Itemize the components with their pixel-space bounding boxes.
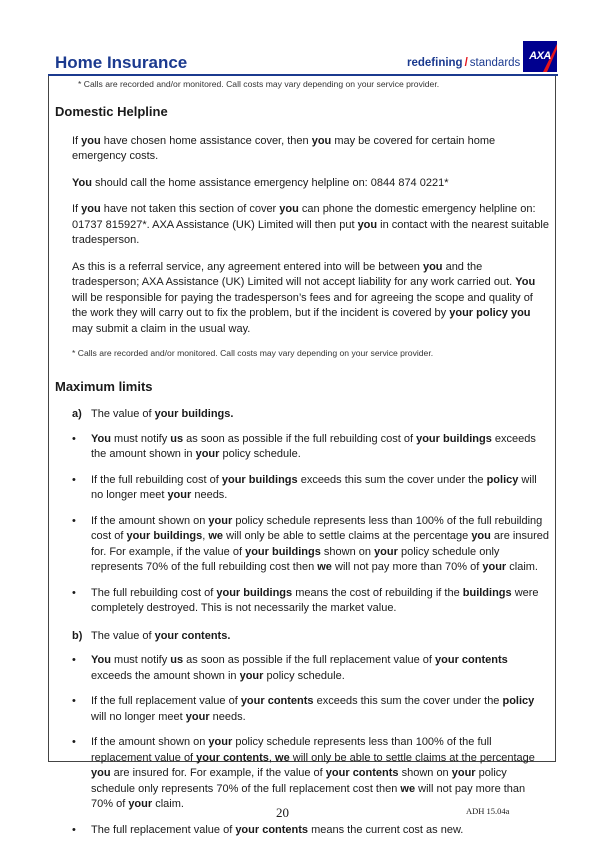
bold-term: your xyxy=(239,669,264,682)
maximum-limits-heading: Maximum limits xyxy=(55,378,153,394)
domestic-paragraph-3 xyxy=(72,202,550,249)
bullet-icon: • xyxy=(72,823,76,836)
text-run: exceeds the amount shown in xyxy=(91,432,536,460)
domestic-paragraph-4 xyxy=(72,260,550,338)
bullet-item xyxy=(72,473,550,504)
bold-term: your xyxy=(195,448,220,460)
bold-term: your buildings xyxy=(216,586,293,599)
bold-term: policy xyxy=(486,473,519,486)
text-run: shown on xyxy=(398,767,452,779)
bold-term: you xyxy=(81,203,101,215)
bold-term: You xyxy=(91,654,111,666)
bullet-icon: • xyxy=(72,586,76,599)
limit-b-text xyxy=(91,629,230,645)
bullet-item xyxy=(72,694,550,725)
text-run: needs. xyxy=(191,489,228,501)
bold-term: your contents xyxy=(235,823,309,836)
bullet-text xyxy=(91,473,550,504)
bullet-icon: • xyxy=(72,654,76,666)
bold-term: your contents xyxy=(240,695,314,707)
bullet-item xyxy=(72,735,550,813)
document-code: ADH 15.04a xyxy=(466,806,510,816)
domestic-paragraph-2 xyxy=(72,176,550,192)
text-run: , xyxy=(268,751,276,764)
text-run: and the tradesperson; AXA Assistance (UK) Limited will not accept liability for any work carried out. xyxy=(72,260,516,288)
bold-term: your xyxy=(208,514,233,527)
text-run: policy schedule represents less than 100% of the full replacement value of xyxy=(91,736,492,764)
main-content xyxy=(55,104,550,838)
text-run: needs. xyxy=(209,710,246,723)
limit-b-label: b) xyxy=(72,629,83,642)
brand-tagline xyxy=(407,57,520,69)
bullet-text xyxy=(91,586,550,617)
bold-term: policy xyxy=(502,695,535,707)
limit-a xyxy=(72,407,550,423)
bullet-text xyxy=(91,432,550,463)
logo-text: AXA xyxy=(529,50,551,62)
text-run: have chosen home assistance cover, then xyxy=(100,134,312,147)
text-run: If the full replacement value of xyxy=(91,695,241,707)
text-run: means the current cost as new. xyxy=(308,823,464,836)
bullet-item xyxy=(72,586,550,617)
text-run: As this is a referral service, any agreement entered into will be between xyxy=(72,260,423,273)
bold-term: you xyxy=(91,767,111,779)
bold-term: your xyxy=(208,736,233,748)
bullet-text xyxy=(91,823,550,839)
bold-term: we xyxy=(317,561,332,573)
bullet-item xyxy=(72,432,550,463)
bold-term: your buildings. xyxy=(154,408,234,420)
text-run: in contact with the nearest suitable tradesperson. xyxy=(72,218,549,246)
text-run: If the full rebuilding cost of xyxy=(91,473,222,486)
text-run: can phone the domestic emergency helpline on: 01737 815927*. AXA Assistance (UK) Limited will then put xyxy=(72,203,536,231)
bold-term: your xyxy=(128,798,153,810)
bold-term: your xyxy=(482,561,507,573)
text-run: If xyxy=(72,134,82,147)
bullet-item xyxy=(72,823,550,839)
text-run: will only be able to settle claims at the percentage xyxy=(223,530,472,542)
bold-term: you xyxy=(357,218,378,231)
text-run: If xyxy=(72,203,82,215)
bullet-item xyxy=(72,514,550,576)
text-run: will no longer meet xyxy=(91,710,186,723)
text-run: policy schedule. xyxy=(219,448,301,460)
bold-term: you xyxy=(422,260,443,273)
text-run: as soon as possible if the full rebuilding cost of xyxy=(183,432,417,445)
bold-term: your buildings xyxy=(221,473,298,486)
bold-term: your contents. xyxy=(154,629,231,642)
text-run: The value of xyxy=(91,408,155,420)
bold-term: your contents xyxy=(435,654,508,666)
text-run: will be responsible for paying the tradesperson’s fees and for agreeing the scope and quality of the work they will carry out to fix the problem, but if the incident is covered by xyxy=(72,291,533,319)
text-run: will no longer meet xyxy=(91,473,537,501)
text-run: have not taken this section of cover xyxy=(100,203,280,215)
text-run: will not pay more than 70% of xyxy=(91,782,526,810)
domestic-call-note: * Calls are recorded and/or monitored. Call costs may vary depending on your service provider. xyxy=(72,348,434,358)
bold-term: your contents xyxy=(325,767,399,779)
top-call-note: * Calls are recorded and/or monitored. Call costs may vary depending on your service provider. xyxy=(78,79,440,89)
domestic-paragraph-1 xyxy=(72,134,550,165)
text-run: exceeds the amount shown in xyxy=(91,669,240,682)
bullet-icon: • xyxy=(72,695,76,707)
bold-term: us xyxy=(170,432,184,445)
bold-term: your buildings xyxy=(245,545,321,558)
text-run: will not pay more than 70% of xyxy=(331,561,483,573)
text-run: policy schedule only represents 70% of the full rebuilding cost then xyxy=(91,545,500,573)
text-run: The full replacement value of xyxy=(91,823,236,836)
text-run: are insured for. For example, if the value of xyxy=(91,530,549,558)
text-run: claim. xyxy=(506,561,538,573)
text-run: If the amount shown on xyxy=(91,736,209,748)
document-title: Home Insurance xyxy=(55,53,188,72)
tagline-slash: / xyxy=(464,57,468,69)
bold-term: your policy you xyxy=(449,307,531,319)
limit-b xyxy=(72,629,550,645)
bold-term: your buildings xyxy=(416,432,492,445)
bold-term: we xyxy=(275,751,290,764)
domestic-helpline-heading: Domestic Helpline xyxy=(55,104,168,119)
bold-term: your buildings xyxy=(126,530,203,542)
bullet-icon: • xyxy=(72,432,76,445)
text-run: exceeds this sum the cover under the xyxy=(297,473,487,486)
text-run: The full rebuilding cost of xyxy=(91,586,217,599)
text-run: are insured for. For example, if the value of xyxy=(110,767,326,779)
bold-term: your xyxy=(167,489,192,501)
text-run: policy schedule. xyxy=(263,669,345,682)
bold-term: your xyxy=(451,767,476,779)
page-number: 20 xyxy=(276,805,289,820)
text-run: may be covered for certain home emergency costs. xyxy=(72,134,496,162)
bullet-icon: • xyxy=(72,514,76,527)
text-run: will only be able to settle claims at the percentage xyxy=(289,751,535,764)
bullet-item xyxy=(72,653,550,684)
bold-term: you xyxy=(311,134,332,147)
text-run: must notify xyxy=(110,432,171,445)
bold-term: we xyxy=(400,782,416,795)
bold-term: buildings xyxy=(462,586,512,599)
bullet-icon: • xyxy=(72,473,76,486)
bold-term: your xyxy=(374,545,398,558)
bullet-text xyxy=(91,514,550,576)
bold-term: you xyxy=(279,203,299,215)
bullet-text xyxy=(91,735,550,813)
text-run: claim. xyxy=(152,798,184,810)
bold-term: your contents xyxy=(196,751,269,764)
bold-term: you xyxy=(81,134,101,147)
limit-a-label: a) xyxy=(72,408,82,420)
text-run: were completely destroyed. This is not necessarily the market value. xyxy=(91,586,539,614)
text-run: , xyxy=(202,530,209,542)
limit-a-bullets xyxy=(55,432,550,617)
bold-term: You xyxy=(72,176,92,189)
tagline-left: redefining xyxy=(407,57,463,69)
bold-term: we xyxy=(208,530,224,542)
text-run: shown on xyxy=(320,545,375,558)
text-run: If the amount shown on xyxy=(91,514,209,527)
text-run: policy schedule only represents 70% of the full replacement cost then xyxy=(91,767,507,795)
bold-term: You xyxy=(515,276,536,288)
text-run: should call the home assistance emergency helpline on: 0844 874 0221* xyxy=(91,176,449,189)
bold-term: You xyxy=(91,432,111,445)
text-run: means the cost of rebuilding if the xyxy=(292,586,463,599)
text-run: as soon as possible if the full replacement value of xyxy=(183,654,436,666)
text-run: may submit a claim in the usual way. xyxy=(72,322,251,335)
bullet-icon: • xyxy=(72,736,76,748)
axa-logo xyxy=(523,41,557,72)
bold-term: you xyxy=(471,530,491,542)
text-run: The value of xyxy=(91,629,155,642)
bullet-text xyxy=(91,653,550,684)
text-run: exceeds this sum the cover under the xyxy=(313,695,503,707)
bullet-text xyxy=(91,694,550,725)
limit-a-text xyxy=(91,407,233,423)
text-run: must notify xyxy=(110,654,171,666)
text-run: policy schedule represents less than 100% of the full rebuilding cost of xyxy=(91,514,543,542)
bold-term: us xyxy=(170,654,184,666)
bold-term: your xyxy=(185,710,210,723)
tagline-right: standards xyxy=(469,57,521,69)
